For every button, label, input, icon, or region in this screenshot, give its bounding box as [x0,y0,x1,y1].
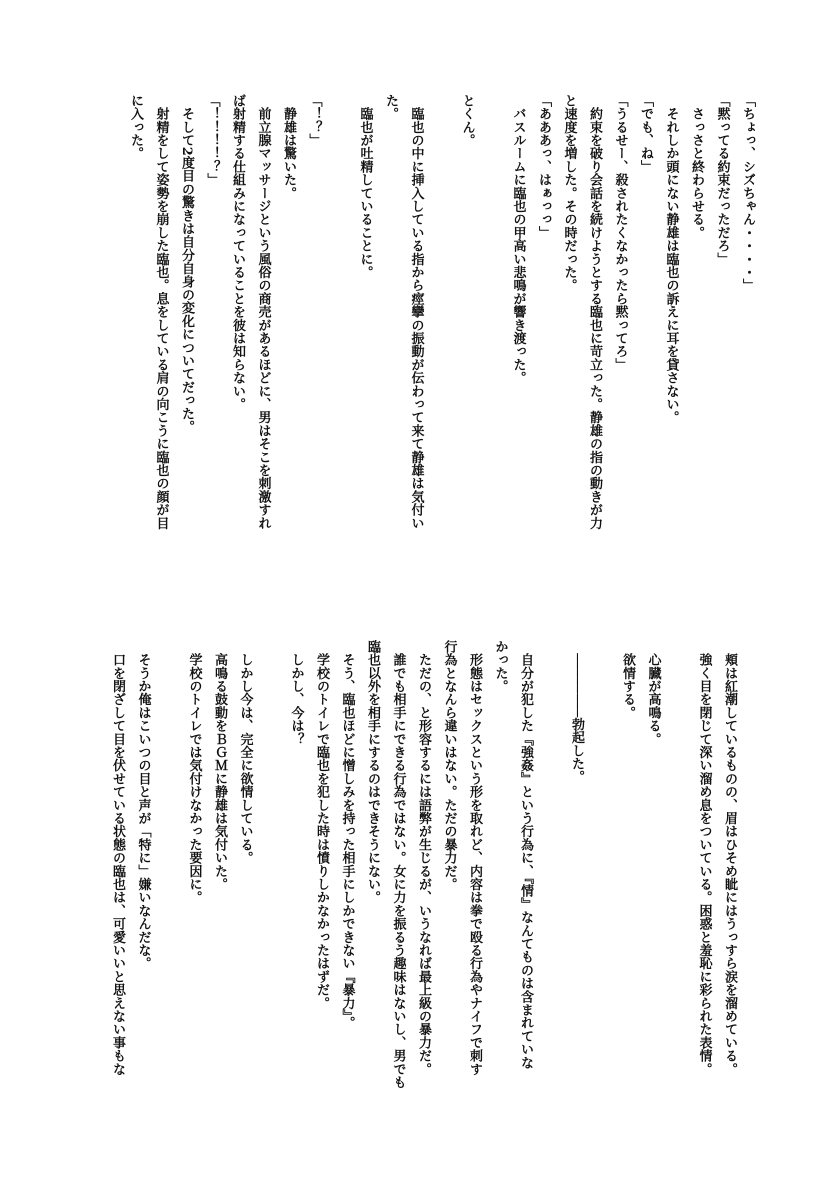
blank-line [666,640,692,1110]
text-line: ただの、と形容するには語弊が生じるが、いうなれば最上級の暴力だ。 [416,640,431,1076]
text-line: 「ちょっ、シズちゃん・・・・」 [740,94,755,292]
blank-line [589,640,615,1110]
text-line: 形態はセックスという形を取れど、内容は拳で殴る行為やナイフで刺す [467,640,482,1076]
text-line: 強く目を閉じて深い溜め息をついている。困惑と羞恥に彩られた表情。 [696,640,712,1076]
text-line: とくん。 [459,94,475,147]
text-line: しかし、今は？ [288,640,304,746]
text-line: 誰でも相手にできる行為ではない。女に力を振るう趣味はないし、男でも [390,640,406,1089]
text-line: 静雄は驚いた。 [281,94,296,200]
text-line: 口を閉ざして目を伏せている状態の臨也は、可愛いいと思えない事もな [110,640,125,1076]
blank-line [156,640,182,1110]
text-line: 「黙ってる約束だっただろ」 [714,94,730,266]
text-line: そう、臨也ほどに憎しみを持った相手にしかできない『暴力』。 [339,640,355,1030]
blank-line [480,94,506,594]
text-line: 「でも、ね」 [638,94,653,174]
text-line: 欲情する。 [620,640,635,720]
text-line: そして2度目の驚きは自分自身の変化についてだった。 [179,94,194,434]
blank-line [258,640,284,1110]
text-line: 「うるせー、殺されたくなかったら黙ってろ」 [612,94,628,372]
text-line: 「あああっ、はぁっっ」 [536,94,551,240]
text-line: 前立腺マッサージという風俗の商売があるほどに、男はそこを刺激すれ [255,94,271,530]
text-line: それしか頭にない静雄は臨也の訴えに耳を貸さない。 [663,94,679,424]
text-line: 心臓が高鳴る。 [645,640,661,746]
text-line: バスルームに臨也の甲高い悲鳴が響き渡った。 [510,94,526,385]
text-line: 臨也が吐精していることに。 [357,94,373,279]
text-line: さっさと終わらせる。 [689,94,704,240]
text-line: 臨也の中に挿入している指から痙攣の振動が伝わって来て静雄は気付い [408,94,424,530]
lower-text-block [82,640,742,1110]
text-line: しかし今は、完全に欲情している。 [237,640,253,865]
blank-line [327,94,353,594]
text-line: 約束を破り会話を続けようとする臨也に苛立った。静雄の指の動きが力 [587,94,602,530]
text-line: 自分が犯した『強姦』という行為に、『情』なんてものは含まれていな [518,640,533,1070]
text-line: と速度を増した。その時だった。 [561,94,577,292]
text-line: 行為となんら違いはない。ただの暴力だ。 [441,640,457,891]
text-line: 高鳴る鼓動をＢＧＭに静雄は気付いた。 [212,640,227,891]
upper-text-block [60,94,760,594]
text-line: に入った。 [128,94,143,160]
text-line: 臨也以外を相手にするのはできそうにない。 [365,640,380,904]
text-line: 射精をして姿勢を崩した臨也。息をしている肩の向こうに臨也の顔が目 [153,94,169,530]
text-line: 学校のトイレで臨也を犯した時は憤りしかなかったはずだ。 [314,640,329,1010]
text-line: 「！？」 [306,94,322,147]
blank-line [429,94,455,594]
text-line: 「！！！！？」 [204,94,220,187]
text-line: ────────勃起した。 [569,640,584,784]
blank-line [538,640,564,1110]
text-line: そうか俺はこいつの目と声が「特に」嫌いなんだな。 [135,640,151,970]
text-line: 学校のトイレでは気付けなかった要因に。 [186,640,202,904]
text-line: 頬は紅潮しているものの、眉はひそめ眦にはうっすら涙を溜めている。 [722,640,737,1076]
text-line: た。 [383,94,398,121]
text-line: かった。 [492,640,508,693]
text-line: ば射精する仕組みになっていることを彼は知らない。 [230,94,245,411]
